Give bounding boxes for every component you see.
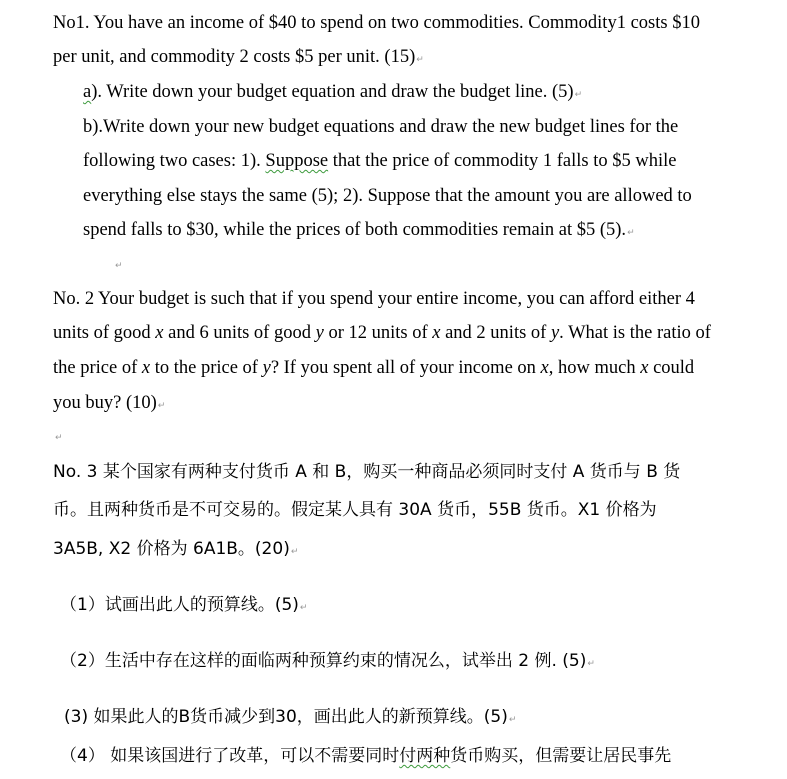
q2-text-3a: the price of [53, 358, 142, 378]
q2-text-2d: and 2 units of [440, 323, 551, 343]
var-x: x [640, 358, 649, 378]
q2-text-2e: . What is the ratio of [559, 323, 711, 343]
var-x: x [432, 323, 441, 343]
q2-text-3b: to the price of [150, 358, 263, 378]
q3-part-4-text-b: 货币购买，但需要让居民事先 [450, 746, 672, 766]
q1-part-b-line-1 [83, 116, 678, 138]
paragraph-mark-icon: ↵ [157, 401, 166, 411]
q3-part-2 [60, 650, 595, 672]
q1-b-suppose: Suppose [265, 151, 329, 171]
q1-line-2 [53, 46, 424, 68]
q1-b-text-3: everything else stays the same (5); 2). Suppose that the amount you are allowed to [83, 186, 692, 206]
paragraph-mark-icon: ↵ [574, 90, 583, 100]
q3-part-1 [60, 594, 307, 616]
q3-part-4 [60, 745, 671, 767]
q3-part-1-text: （1）试画出此人的预算线。(5) [60, 595, 299, 615]
q2-line-2 [53, 322, 711, 344]
q3-part-3-text: (3) 如果此人的B货币减少到30，画出此人的新预算线。(5) [64, 707, 508, 727]
q1-b-text-2a: following two cases: 1). [83, 151, 266, 171]
q3-line-2 [53, 499, 657, 521]
paragraph-mark-icon: ↵ [627, 228, 635, 238]
var-x: x [540, 358, 549, 378]
q3-text-1: No. 3 某个国家有两种支付货币 A 和 B，购买一种商品必须同时支付 A 货币与 B 货 [53, 462, 681, 482]
q2-line-4 [53, 392, 165, 414]
q1-text-1: No1. You have an income of $40 to spend on two commodities. Commodity1 costs $10 [53, 13, 700, 33]
q2-text-4: you buy? (10) [53, 393, 157, 413]
q2-text-2a: units of good [53, 323, 156, 343]
q1-a-prefix: a [83, 82, 92, 102]
paragraph-mark-icon: ↵ [115, 261, 123, 271]
q2-text-1: No. 2 Your budget is such that if you spend your entire income, you can afford either 4 [53, 289, 695, 309]
paragraph-mark-icon: ↵ [299, 603, 308, 613]
q1-line-1 [53, 12, 700, 34]
q1-part-b-line-3 [83, 185, 692, 207]
q1-text-2: per unit, and commodity 2 costs $5 per unit. (15) [53, 47, 416, 67]
q1-b-text-4: spend falls to $30, while the prices of both commodities remain at $5 (5). [83, 220, 627, 240]
q2-text-3c: ? If you spent all of your income on [270, 358, 541, 378]
var-y: y [262, 358, 271, 378]
paragraph-mark-icon: ↵ [416, 55, 424, 65]
q2-line-3 [53, 357, 694, 379]
q3-line-3 [53, 538, 298, 560]
q3-part-4-squiggle: 付两种 [399, 746, 451, 766]
q1-a-text: ). Write down your budget equation and draw the budget line. (5) [91, 82, 574, 102]
q3-part-4-text-a: （4） 如果该国进行了改革，可以不需要同时 [60, 746, 400, 766]
q1-part-b-line-4 [83, 219, 635, 241]
q1-b-text-1: b).Write down your new budget equations and draw the new budget lines for the [83, 117, 679, 137]
paragraph-mark-icon: ↵ [587, 659, 595, 669]
var-y: y [315, 323, 324, 343]
q2-line-1 [53, 288, 695, 310]
q2-text-2b: and 6 units of good [163, 323, 316, 343]
q1-part-b-line-2 [83, 150, 676, 172]
paragraph-mark-icon: ↵ [508, 715, 517, 725]
paragraph-mark-icon: ↵ [55, 433, 63, 443]
var-x: x [141, 358, 151, 378]
q1-b-text-2b: that the price of commodity 1 falls to $5 while [328, 151, 677, 171]
q3-text-2: 币。且两种货币是不可交易的。假定某人具有 30A 货币，55B 货币。X1 价格为 [53, 500, 657, 520]
q2-text-3e: could [648, 358, 695, 378]
var-x: x [155, 323, 164, 343]
q2-text-2c: or 12 units of [323, 323, 433, 343]
var-y: y [550, 323, 560, 343]
q3-part-3 [64, 706, 516, 728]
paragraph-mark-icon: ↵ [290, 547, 299, 557]
q3-text-3: 3A5B, X2 价格为 6A1B。(20) [53, 539, 290, 559]
q1-part-a [83, 81, 582, 103]
q3-line-1 [53, 461, 680, 483]
q3-part-2-text: （2）生活中存在这样的面临两种预算约束的情况么，试举出 2 例. (5) [60, 651, 587, 671]
q2-text-3d: , how much [548, 358, 641, 378]
